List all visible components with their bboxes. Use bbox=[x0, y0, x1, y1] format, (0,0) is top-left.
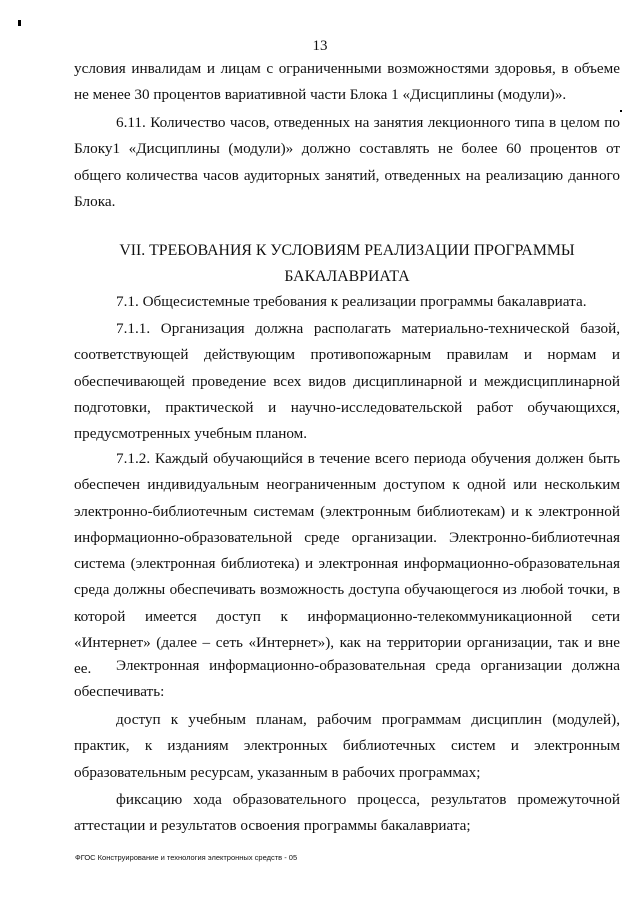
paragraph-access: доступ к учебным планам, рабочим программам дисциплин (модулей), практик, к изданиям электронных библиотечных систем и электронным образовательным ресурсам, указанным в рабочих программах; bbox=[74, 711, 620, 781]
section-heading-line2: БАКАЛАВРИАТА bbox=[284, 268, 410, 285]
document-footer: ФГОС Конструирование и технология электронных средств - 05 bbox=[75, 853, 298, 862]
section-heading bbox=[74, 238, 620, 290]
paragraph-fixation: фиксацию хода образовательного процесса, результатов промежуточной аттестации и результатов освоения программы бакалавриата; bbox=[74, 791, 620, 835]
paragraph-eios: Электронная информационно-образовательная среда организации должна обеспечивать: bbox=[74, 657, 620, 701]
scan-mark-right bbox=[620, 110, 622, 112]
page-number: 13 bbox=[312, 38, 328, 54]
scan-mark-top-left bbox=[18, 20, 21, 26]
paragraph-continuation: условия инвалидам и лицам с ограниченными возможностями здоровья, в объеме не менее 30 процентов вариативной части Блока 1 «Дисциплины (модули)». bbox=[74, 60, 620, 104]
paragraph-7-1-1: 7.1.1. Организация должна располагать материально-технической базой, соответствующей действующим противопожарным правилам и нормам и обеспечивающей проведение всех видов дисциплинарной и междисциплинарной подготовки, практической и научно-исследовательской работ обучающихся, предусмотренных учебным планом. bbox=[74, 320, 620, 443]
paragraph-6-11: 6.11. Количество часов, отведенных на занятия лекционного типа в целом по Блоку1 «Дисциплины (модули)» должно составлять не более 60 процентов от общего количества часов аудиторных занятий, отведенных на реализацию данного Блока. bbox=[74, 114, 620, 210]
paragraph-7-1-2: 7.1.2. Каждый обучающийся в течение всего периода обучения должен быть обеспечен индивидуальным неограниченным доступом к одной или нескольким электронно-библиотечным системам (электронным библиотекам) и к электронной информационно-образовательной среде организации. Электронно-библиотечная система (электронная библиотека) и электронная информационно-образовательная среда должны обеспечивать возможность доступа обучающегося из любой точки, в которой имеется доступ к информационно-телекоммуникационной сети «Интернет» (далее – сеть «Интернет»), как на территории организации, так и вне ее. bbox=[74, 450, 620, 678]
paragraph-7-1: 7.1. Общесистемные требования к реализации программы бакалавриата. bbox=[116, 293, 587, 310]
section-heading-line1: VII. ТРЕБОВАНИЯ К УСЛОВИЯМ РЕАЛИЗАЦИИ ПРОГРАММЫ bbox=[119, 242, 575, 259]
